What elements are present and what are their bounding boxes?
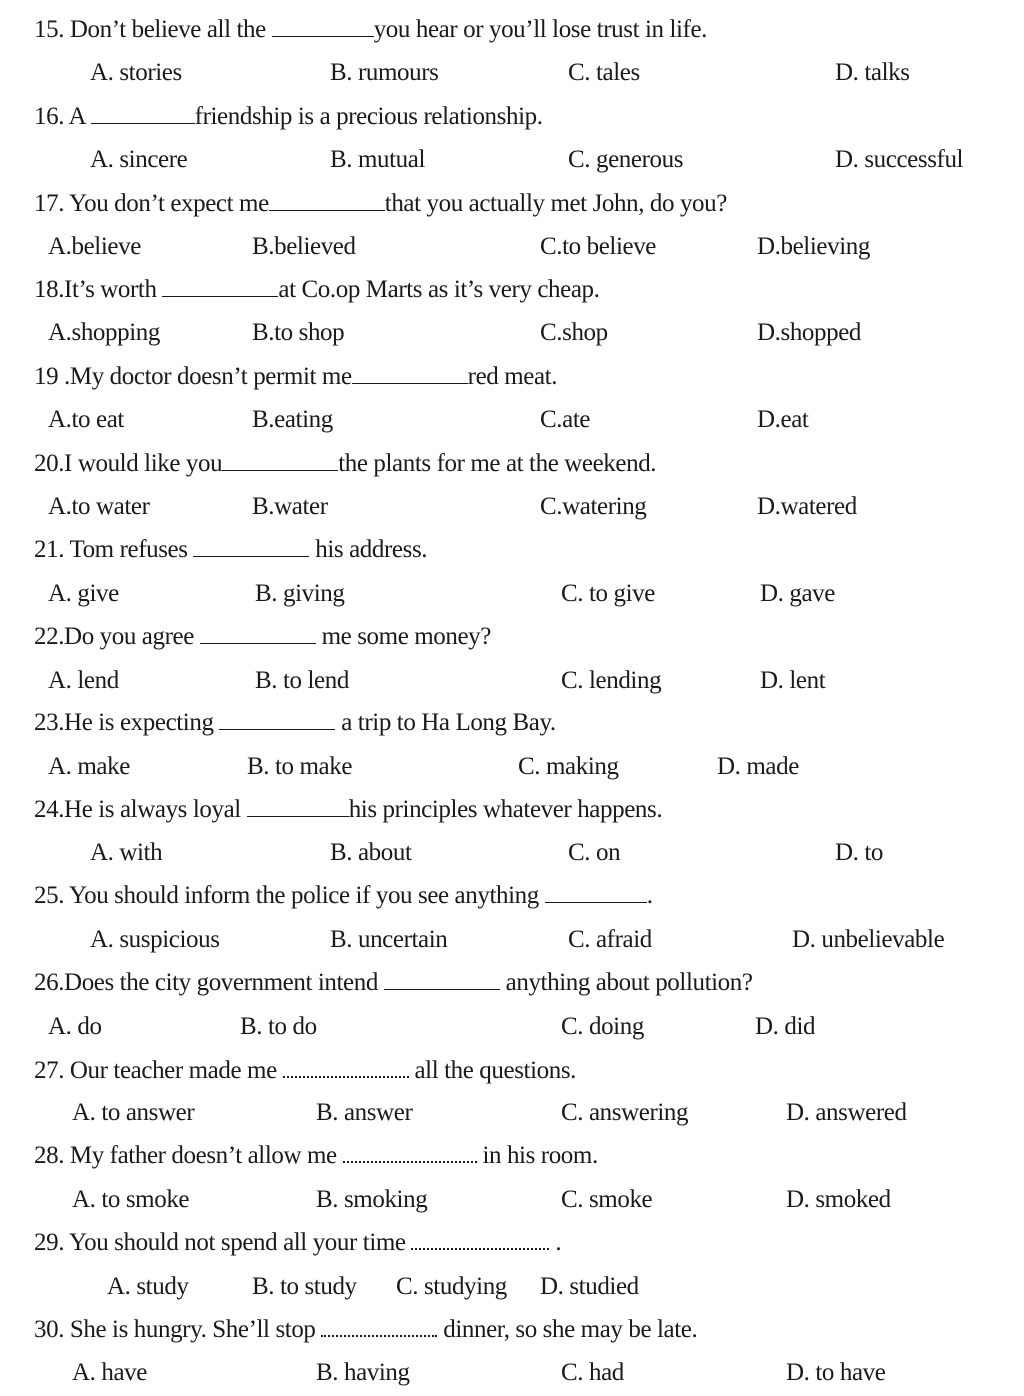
answer-blank xyxy=(343,1141,477,1163)
option-c: C. on xyxy=(568,839,621,866)
option-a: A.believe xyxy=(48,233,141,260)
option-d: D. to xyxy=(835,839,884,866)
option-a: A. stories xyxy=(90,59,182,86)
question-text: a trip to Ha Long Bay. xyxy=(335,709,556,736)
question-text: you hear or you’ll lose trust in life. xyxy=(373,16,708,43)
option-a: A.to water xyxy=(48,493,150,520)
answer-blank xyxy=(247,796,349,817)
question-text: 25. You should inform the police if you see anything xyxy=(34,882,545,909)
answer-blank xyxy=(91,103,195,124)
option-d: D. made xyxy=(717,753,799,780)
question-15 xyxy=(34,15,707,45)
question-text: . xyxy=(549,1229,562,1256)
answer-blank xyxy=(269,190,385,211)
option-a: A. give xyxy=(48,580,119,607)
question-text: 18.It’s worth xyxy=(34,276,163,303)
option-c: C. to give xyxy=(561,580,655,607)
question-text: 27. Our teacher made me xyxy=(34,1057,283,1084)
option-b: B. to study xyxy=(252,1273,357,1300)
option-b: B. smoking xyxy=(316,1186,428,1213)
question-23 xyxy=(34,708,556,738)
option-c: C.to believe xyxy=(540,233,657,260)
option-a: A. to smoke xyxy=(72,1186,190,1213)
answer-blank xyxy=(193,536,309,557)
option-d: D.watered xyxy=(757,493,857,520)
option-b: B. rumours xyxy=(330,59,439,86)
question-17 xyxy=(34,189,727,219)
option-a: A. study xyxy=(107,1273,189,1300)
question-text: in his room. xyxy=(476,1142,598,1169)
option-a: A.to eat xyxy=(48,406,124,433)
question-20 xyxy=(34,449,656,479)
option-b: B. uncertain xyxy=(330,926,448,953)
option-c: C.watering xyxy=(540,493,647,520)
option-a: A. have xyxy=(72,1359,147,1386)
option-b: B. about xyxy=(330,839,412,866)
answer-blank xyxy=(321,1315,437,1337)
question-text: red meat. xyxy=(467,363,558,390)
option-a: A. suspicious xyxy=(90,926,220,953)
option-d: D.believing xyxy=(757,233,870,260)
option-b: B. answer xyxy=(316,1099,413,1126)
option-c: C. generous xyxy=(568,146,684,173)
option-c: C. smoke xyxy=(561,1186,653,1213)
question-text: 21. Tom refuses xyxy=(34,536,194,563)
question-text: 26.Does the city government intend xyxy=(34,969,384,996)
option-c: C. afraid xyxy=(568,926,652,953)
answer-blank xyxy=(411,1228,549,1250)
answer-blank xyxy=(272,16,374,37)
question-text: 24.He is always loyal xyxy=(34,796,247,823)
option-d: D. studied xyxy=(540,1273,639,1300)
option-a: A. lend xyxy=(48,667,119,694)
question-text: his principles whatever happens. xyxy=(348,796,663,823)
question-text: 23.He is expecting xyxy=(34,709,220,736)
question-text: his address. xyxy=(309,536,428,563)
question-text: 15. Don’t believe all the xyxy=(34,16,272,43)
option-b: B.to shop xyxy=(252,319,345,346)
question-28 xyxy=(34,1141,598,1171)
question-22 xyxy=(34,622,491,652)
option-a: A.shopping xyxy=(48,319,160,346)
question-16 xyxy=(34,102,543,132)
option-a: A. make xyxy=(48,753,130,780)
question-text: 29. You should not spend all your time xyxy=(34,1229,412,1256)
option-d: D. to have xyxy=(786,1359,886,1386)
option-d: D.eat xyxy=(757,406,809,433)
answer-blank xyxy=(384,969,500,990)
option-d: D.shopped xyxy=(757,319,862,346)
option-b: B.water xyxy=(252,493,328,520)
answer-blank xyxy=(200,623,316,644)
option-d: D. talks xyxy=(835,59,910,86)
question-19 xyxy=(34,362,557,392)
option-c: C. tales xyxy=(568,59,640,86)
answer-blank xyxy=(162,276,278,297)
option-a: A. sincere xyxy=(90,146,188,173)
option-a: A. to answer xyxy=(72,1099,195,1126)
question-29 xyxy=(34,1228,561,1258)
option-b: B.believed xyxy=(252,233,356,260)
answer-blank xyxy=(545,882,647,903)
option-d: D. gave xyxy=(760,580,835,607)
question-24 xyxy=(34,795,662,825)
question-text: 20.I would like you xyxy=(34,450,223,477)
question-text: 16. A xyxy=(34,103,91,130)
question-text: 28. My father doesn’t allow me xyxy=(34,1142,343,1169)
question-text: me some money? xyxy=(315,623,491,650)
option-b: B. giving xyxy=(255,580,345,607)
question-text: dinner, so she may be late. xyxy=(437,1316,698,1343)
option-c: C.ate xyxy=(540,406,591,433)
option-b: B. having xyxy=(316,1359,410,1386)
option-c: C. had xyxy=(561,1359,624,1386)
option-d: D. did xyxy=(755,1013,816,1040)
option-b: B. to lend xyxy=(255,667,349,694)
answer-blank xyxy=(219,709,335,730)
option-d: D. answered xyxy=(786,1099,907,1126)
option-d: D. smoked xyxy=(786,1186,891,1213)
option-b: B. to make xyxy=(247,753,353,780)
question-text: at Co.op Marts as it’s very cheap. xyxy=(278,276,600,303)
question-text: the plants for me at the weekend. xyxy=(338,450,657,477)
question-30 xyxy=(34,1315,697,1345)
question-text: that you actually met John, do you? xyxy=(384,190,727,217)
question-text: 30. She is hungry. She’ll stop xyxy=(34,1316,322,1343)
option-d: D. successful xyxy=(835,146,964,173)
option-c: C. making xyxy=(518,753,619,780)
option-c: C. studying xyxy=(396,1273,507,1300)
option-c: C. lending xyxy=(561,667,662,694)
question-text: 19 .My doctor doesn’t permit me xyxy=(34,363,352,390)
question-text: all the questions. xyxy=(408,1057,577,1084)
question-25 xyxy=(34,881,653,911)
option-c: C.shop xyxy=(540,319,608,346)
option-b: B.eating xyxy=(252,406,333,433)
option-b: B. mutual xyxy=(330,146,426,173)
question-18 xyxy=(34,275,599,305)
option-a: A. do xyxy=(48,1013,102,1040)
question-text: anything about pollution? xyxy=(499,969,753,996)
question-21 xyxy=(34,535,427,565)
option-d: D. lent xyxy=(760,667,826,694)
option-c: C. answering xyxy=(561,1099,689,1126)
question-text: friendship is a precious relationship. xyxy=(194,103,543,130)
answer-blank xyxy=(222,450,338,471)
question-text: . xyxy=(646,882,653,909)
question-text: 22.Do you agree xyxy=(34,623,200,650)
option-a: A. with xyxy=(90,839,163,866)
question-text: 17. You don’t expect me xyxy=(34,190,269,217)
option-b: B. to do xyxy=(240,1013,317,1040)
option-c: C. doing xyxy=(561,1013,644,1040)
answer-blank xyxy=(352,363,468,384)
option-d: D. unbelievable xyxy=(792,926,945,953)
answer-blank xyxy=(283,1056,409,1078)
question-26 xyxy=(34,968,753,998)
question-27 xyxy=(34,1056,576,1086)
